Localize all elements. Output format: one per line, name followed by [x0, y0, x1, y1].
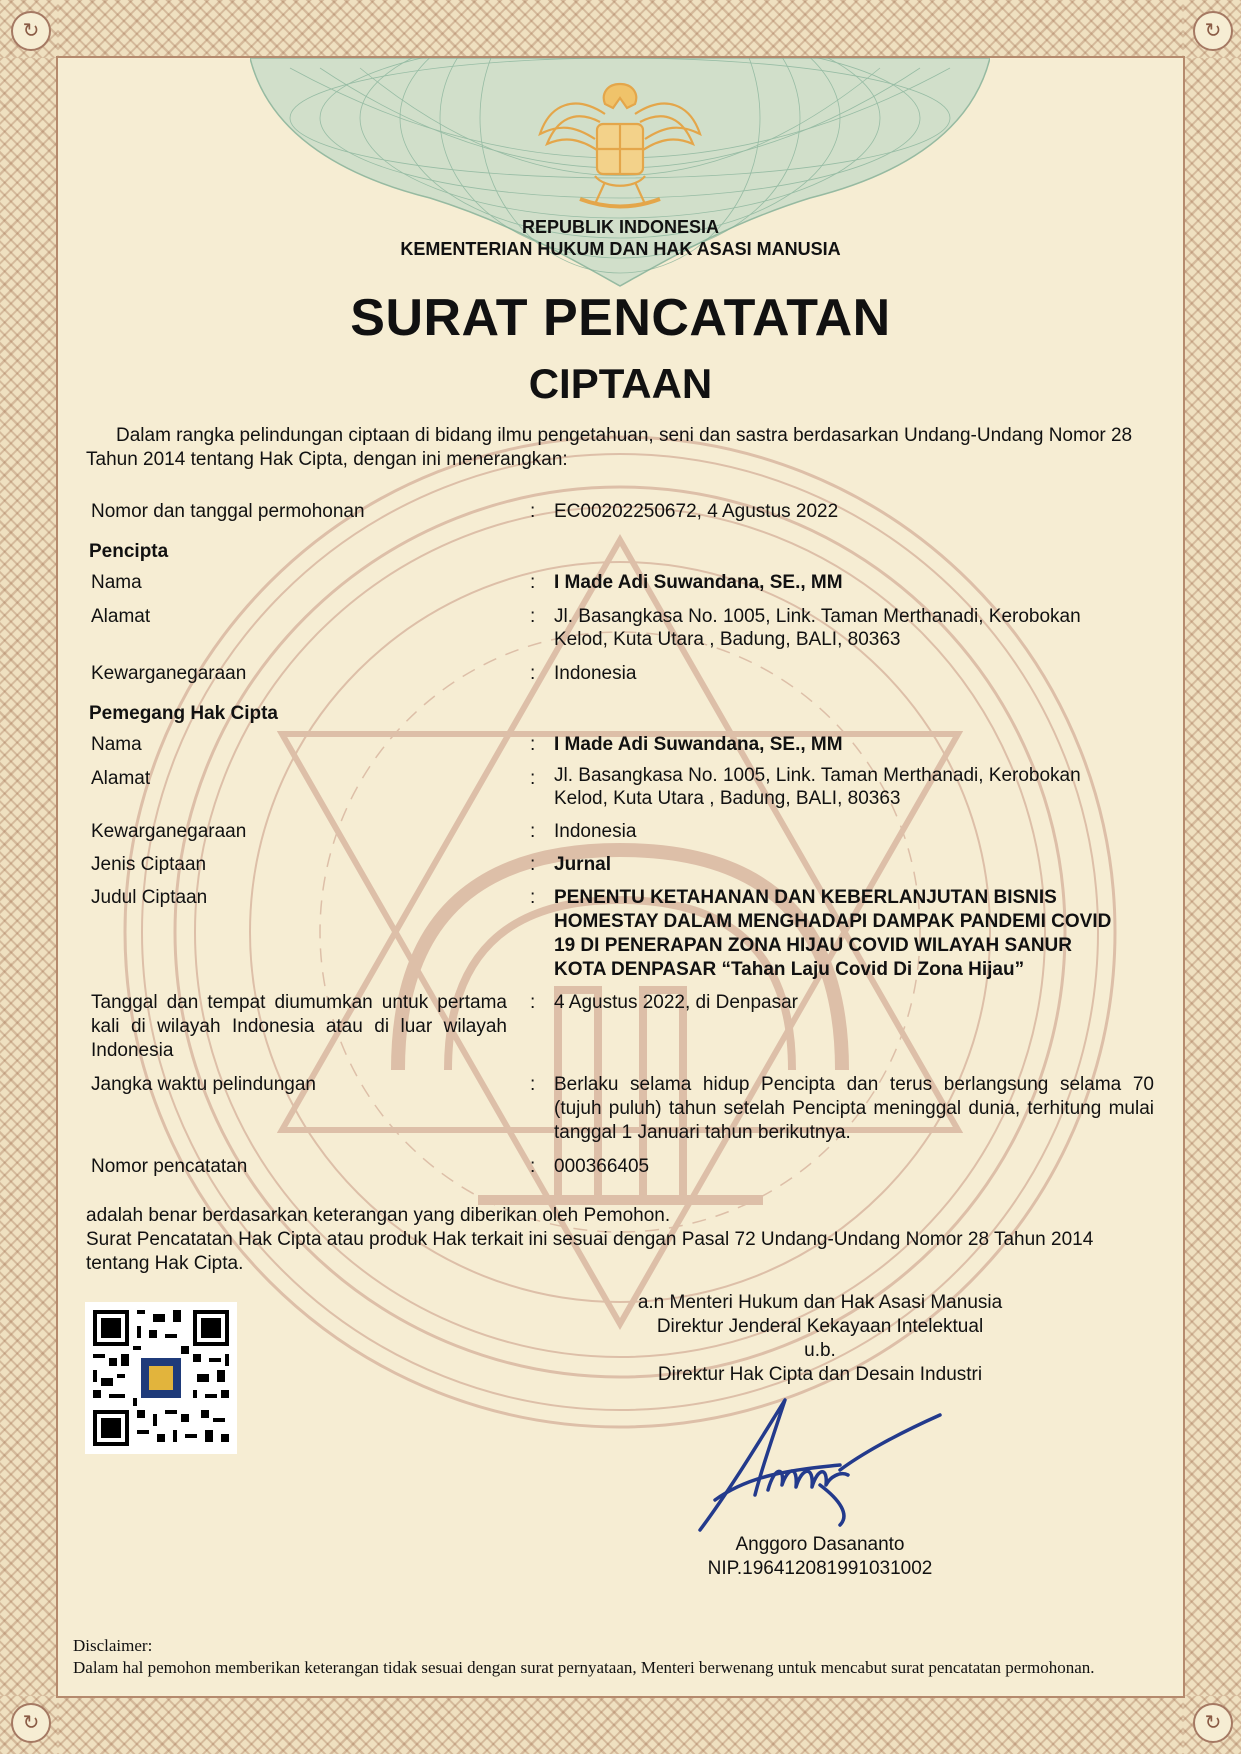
protection-label: Jangka waktu pelindungan: [91, 1074, 317, 1095]
work-type-label: Jenis Ciptaan: [91, 854, 207, 875]
colon: :: [530, 734, 536, 755]
protection-value: Berlaku selama hidup Pencipta dan terus berlangsung selama 70 (tujuh puluh) tahun setelah Pencipta meninggal dunia, terhitung mulai tanggal 1 Januari tahun berikutnya.: [554, 1074, 1154, 1143]
signatory-line2: Direktur Jenderal Kekayaan Intelektual: [656, 1316, 984, 1337]
work-title-line2: HOMESTAY DALAM MENGHADAPI DAMPAK PANDEMI COVID: [554, 911, 1112, 932]
holder-citizenship-label: Kewarganegaraan: [91, 821, 247, 842]
qr-code-icon: [85, 1302, 237, 1454]
colon: :: [530, 663, 536, 684]
creator-name: I Made Adi Suwandana, SE., MM: [554, 572, 843, 593]
colon: :: [530, 992, 536, 1013]
work-title-line4: KOTA DENPASAR “Tahan Laju Covid Di Zona Hijau”: [554, 959, 1025, 980]
corner-ornament-icon: ↻: [11, 1703, 51, 1743]
application-value: EC00202250672, 4 Agustus 2022: [554, 501, 839, 522]
record-number: 000366405: [554, 1156, 650, 1177]
signatory-line3: u.b.: [804, 1340, 836, 1361]
disclaimer-text: Dalam hal pemohon memberikan keterangan tidak sesuai dengan surat pernyataan, Menteri berwenang untuk mencabut surat pencatatan permohonan.: [73, 1658, 1095, 1677]
holder-name-label: Nama: [91, 734, 142, 755]
document-title: SURAT PENCATATAN: [350, 289, 891, 347]
disclaimer-title: Disclaimer:: [73, 1636, 153, 1655]
corner-ornament-icon: ↻: [11, 11, 51, 51]
creator-citizenship-label: Kewarganegaraan: [91, 663, 247, 684]
holder-name: I Made Adi Suwandana, SE., MM: [554, 734, 843, 755]
garuda-emblem-icon: [535, 64, 705, 214]
work-title-line3: 19 DI PENERAPAN ZONA HIJAU COVID WILAYAH SANUR: [554, 935, 1073, 956]
published-label: Tanggal dan tempat diumumkan untuk pertama kali di wilayah Indonesia atau di luar wilayah Indonesia: [91, 992, 507, 1061]
creator-address-line1: Jl. Basangkasa No. 1005, Link. Taman Merthanadi, Kerobokan: [554, 606, 1081, 627]
signatory-name: Anggoro Dasananto: [735, 1534, 905, 1555]
holder-address-line2: Kelod, Kuta Utara , Badung, BALI, 80363: [554, 788, 901, 809]
signatory-line1: a.n Menteri Hukum dan Hak Asasi Manusia: [637, 1292, 1003, 1313]
colon: :: [530, 1156, 536, 1177]
holder-citizenship: Indonesia: [554, 821, 637, 842]
colon: :: [530, 572, 536, 593]
colon: :: [530, 821, 536, 842]
colon: :: [530, 854, 536, 875]
intro-paragraph: Dalam rangka pelindungan ciptaan di bidang ilmu pengetahuan, seni dan sastra berdasarkan Undang-Undang Nomor 28 Tahun 2014 tentang Hak Cipta, dengan ini menerangkan:: [86, 425, 1133, 470]
corner-ornament-icon: ↻: [1193, 11, 1233, 51]
header-ministry: KEMENTERIAN HUKUM DAN HAK ASASI MANUSIA: [400, 239, 841, 259]
signatory-nip: NIP.196412081991031002: [707, 1558, 933, 1579]
creator-heading: Pencipta: [89, 541, 169, 562]
work-title-label: Judul Ciptaan: [91, 887, 208, 908]
holder-address-label: Alamat: [91, 768, 151, 789]
document-subtitle: CIPTAAN: [528, 360, 713, 407]
holder-heading: Pemegang Hak Cipta: [89, 703, 278, 724]
colon: :: [530, 887, 536, 908]
colon: :: [530, 606, 536, 627]
work-title-line1: PENENTU KETAHANAN DAN KEBERLANJUTAN BISNIS: [554, 887, 1057, 908]
legal-basis: Surat Pencatatan Hak Cipta atau produk Hak terkait ini sesuai dengan Pasal 72 Undang-Undang Nomor 28 Tahun 2014 tentang Hak Cipta.: [86, 1229, 1094, 1274]
colon: :: [530, 768, 536, 789]
creator-address-label: Alamat: [91, 606, 151, 627]
published-value: 4 Agustus 2022, di Denpasar: [554, 992, 799, 1013]
closing-statement: adalah benar berdasarkan keterangan yang diberikan oleh Pemohon.: [86, 1205, 671, 1226]
corner-ornament-icon: ↻: [1193, 1703, 1233, 1743]
holder-address-line1: Jl. Basangkasa No. 1005, Link. Taman Merthanadi, Kerobokan: [554, 765, 1081, 786]
colon: :: [530, 1074, 536, 1095]
header-country: REPUBLIK INDONESIA: [521, 217, 719, 237]
creator-citizenship: Indonesia: [554, 663, 637, 684]
application-label: Nomor dan tanggal permohonan: [91, 501, 365, 522]
creator-name-label: Nama: [91, 572, 142, 593]
work-type: Jurnal: [554, 854, 612, 875]
colon: :: [530, 501, 536, 522]
record-number-label: Nomor pencatatan: [91, 1156, 248, 1177]
creator-address-line2: Kelod, Kuta Utara , Badung, BALI, 80363: [554, 629, 901, 650]
signature: [690, 1395, 950, 1535]
signatory-line4: Direktur Hak Cipta dan Desain Industri: [657, 1364, 983, 1385]
